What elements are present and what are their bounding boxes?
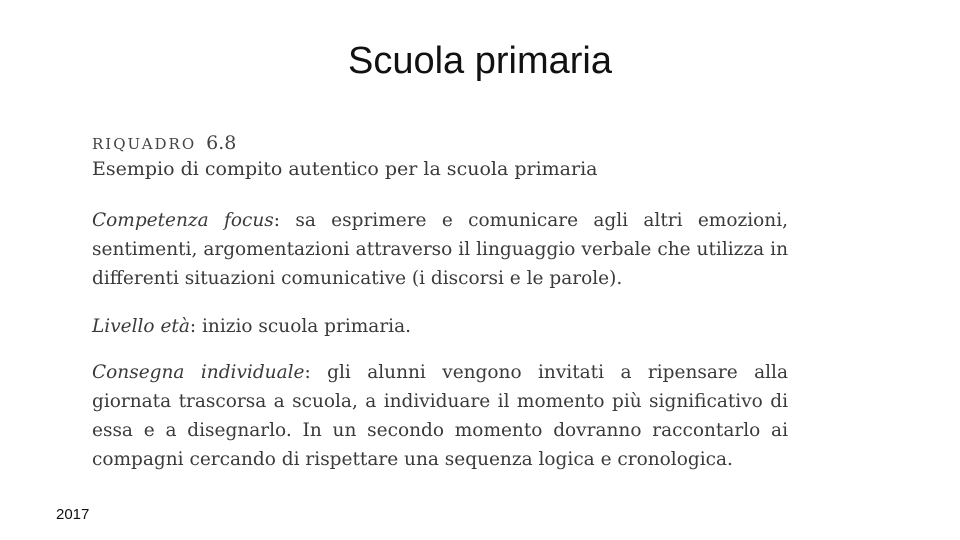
paragraph-term: Competenza focus: [92, 210, 274, 231]
box-label: RIQUADRO: [92, 135, 197, 153]
box-subtitle: Esempio di compito autentico per la scuola primaria: [92, 158, 598, 180]
footer-year: 2017: [56, 506, 90, 523]
paragraph-text: : inizio scuola primaria.: [189, 316, 411, 337]
slide-title: Scuola primaria: [348, 40, 612, 82]
scanned-textbox: [82, 122, 798, 472]
paragraph-text: : gli alunni vengono invitati a ripensare alla giornata trascorsa a scuola, a individuare il momento più significativo di essa e a disegnarlo. In un secondo momento dovranno raccontarlo ai compagni cercando di rispettare una sequenza logica e cronologica.: [92, 362, 788, 470]
paragraph-livello: [92, 312, 788, 341]
paragraph-term: Consegna individuale: [92, 362, 305, 383]
box-number: 6.8: [206, 132, 237, 154]
paragraph-text: : sa esprimere e comunicare agli altri emozioni, sentimenti, argomentazioni attraverso il linguaggio verbale che utilizza in differenti situazioni comunicative (i discorsi e le parole).: [92, 210, 788, 289]
box-header: [92, 132, 236, 154]
paragraph-consegna: [92, 358, 788, 474]
paragraph-competenza: [92, 206, 788, 293]
paragraph-term: Livello età: [92, 316, 190, 337]
